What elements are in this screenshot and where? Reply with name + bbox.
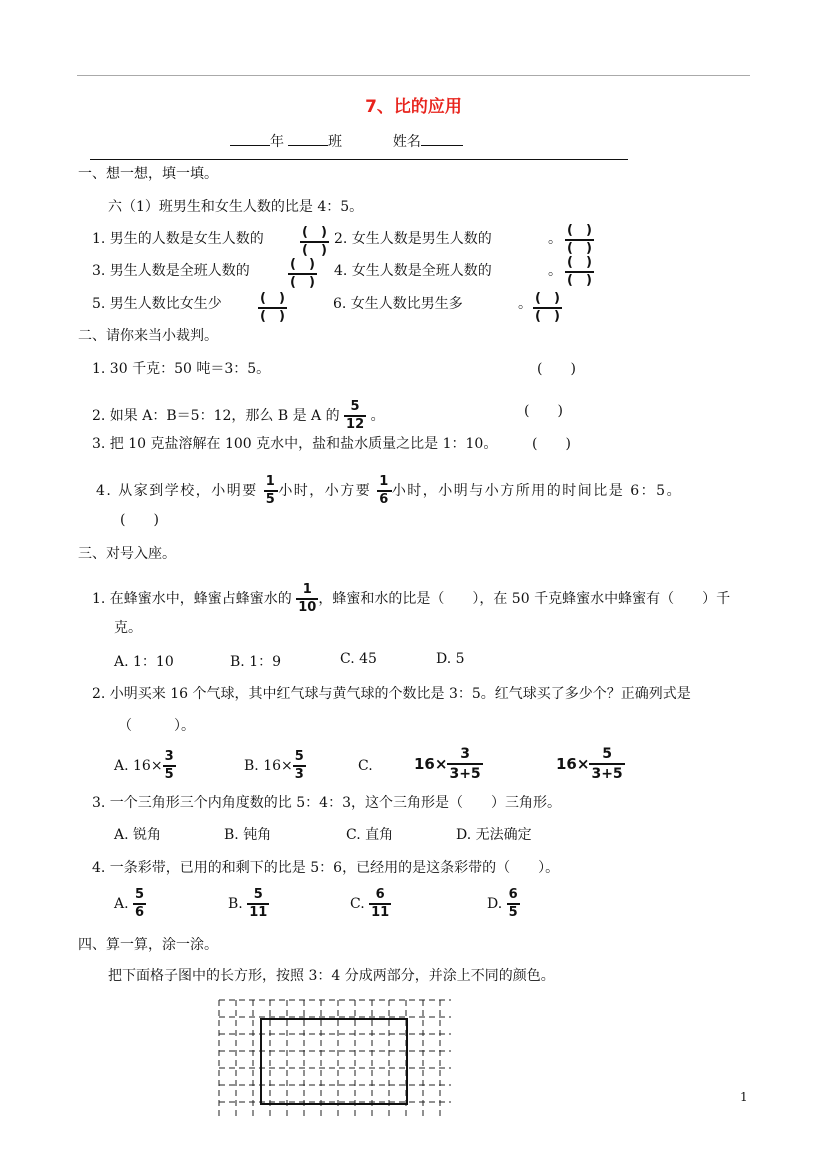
s3-q2-opt-a[interactable]: A. 16× $\frac{3}{5}$ (114, 749, 174, 782)
s1-q1: 1. 男生的人数是女生人数的 (92, 231, 264, 247)
section2-heading: 二、请你来当小裁判。 (78, 328, 218, 344)
header-rule (77, 75, 750, 76)
section4-heading: 四、算一算，涂一涂。 (78, 937, 218, 953)
s1-q3-answer[interactable]: $\frac{( )}{( )}$ (290, 257, 315, 290)
grade-blank[interactable] (230, 131, 270, 146)
s3-q2-opt-c-label: C. (358, 758, 373, 774)
target-rectangle (261, 1019, 407, 1104)
s3-q3-opt-d[interactable]: D. 无法确定 (456, 827, 532, 843)
s2-q4-judge[interactable]: ( ) (120, 512, 159, 528)
s1-q6-dot: 。 (518, 296, 532, 312)
s1-q2-dot: 。 (548, 231, 562, 247)
s1-q2: 2. 女生人数是男生人数的 (334, 231, 492, 247)
grade-label: 年 (270, 134, 284, 150)
s3-q2: 2. 小明买来 16 个气球，其中红气球与黄气球的个数比是 3：5。红气球买了多少个？正确列式是 (92, 686, 691, 702)
s3-q2-cont: （ ）。 (118, 718, 195, 734)
s4-instruction: 把下面格子图中的长方形，按照 3：4 分成两部分，并涂上不同的颜色。 (108, 968, 555, 984)
s3-q4-opt-c[interactable]: C. $\frac{6}{11}$ (350, 887, 390, 920)
s3-q1-opt-c[interactable]: C. 45 (340, 651, 377, 667)
section1-intro: 六（1）班男生和女生人数的比是 4：5。 (108, 199, 364, 215)
s1-q6-answer[interactable]: $\frac{( )}{( )}$ (535, 291, 560, 324)
page-title: 7、比的应用 (365, 97, 462, 117)
s1-q5-answer[interactable]: $\frac{( )}{( )}$ (260, 291, 285, 324)
s3-q4-opt-a[interactable]: A. $\frac{5}{6}$ (114, 887, 145, 920)
name-blank[interactable] (421, 131, 463, 146)
s1-q2-answer[interactable]: $\frac{( )}{( )}$ (567, 223, 592, 256)
s3-q3: 3. 一个三角形三个内角度数的比 5：4：3，这个三角形是（ ）三角形。 (92, 795, 561, 811)
s3-q3-opt-b[interactable]: B. 钝角 (224, 827, 272, 843)
s2-q4: 4. 从家到学校，小明要 $\frac{1}{5}$ 小时，小方要 $\frac{1}{6}$ 小时，小明与小方所用的时间比是 6：5。 (96, 474, 683, 507)
s1-q4-answer[interactable]: $\frac{( )}{( )}$ (567, 255, 592, 288)
class-blank[interactable] (288, 131, 328, 146)
s3-q3-opt-a[interactable]: A. 锐角 (114, 827, 162, 843)
s2-q2-judge[interactable]: ( ) (524, 403, 563, 419)
s2-q1: 1. 30 千克：50 吨＝3：5。 (92, 361, 271, 377)
s3-q1: 1. 在蜂蜜水中，蜂蜜占蜂蜜水的 $\frac{1}{10}$ ，蜂蜜和水的比是（ ），在 50 千克蜂蜜水中蜂蜜有（ ）千 (92, 582, 731, 615)
section3-heading: 三、对号入座。 (78, 546, 176, 562)
s2-q3-judge[interactable]: ( ) (532, 436, 571, 452)
section1-heading: 一、想一想，填一填。 (78, 166, 218, 182)
s3-q2-opt-c[interactable]: 16× $\frac{3}{3+5}$ (414, 746, 481, 782)
s3-q4-opt-b[interactable]: B. $\frac{5}{11}$ (228, 887, 268, 920)
s2-q2-fraction: $\frac{5}{12}$ (346, 399, 365, 432)
s3-q2-opt-d[interactable]: 16× $\frac{5}{3+5}$ (556, 746, 623, 782)
info-rule (90, 159, 628, 160)
s1-q4-dot: 。 (548, 263, 562, 279)
s1-q5: 5. 男生人数比女生少 (92, 296, 222, 312)
grid-figure[interactable] (215, 996, 451, 1120)
s1-q6: 6. 女生人数比男生多 (333, 296, 463, 312)
s2-q1-judge[interactable]: ( ) (537, 361, 576, 377)
s3-q1-opt-d[interactable]: D. 5 (436, 651, 465, 667)
s3-q1-opt-a[interactable]: A. 1：10 (114, 654, 174, 670)
s1-q4: 4. 女生人数是全班人数的 (334, 263, 492, 279)
name-label: 姓名 (392, 134, 421, 150)
s2-q2: 2. 如果 A：B＝5：12，那么 B 是 A 的 $\frac{5}{12}$ 。 (92, 399, 385, 432)
s3-q3-opt-c[interactable]: C. 直角 (346, 827, 394, 843)
s3-q4: 4. 一条彩带，已用的和剩下的比是 5：6，已经用的是这条彩带的（ ）。 (92, 860, 560, 876)
student-info (230, 131, 463, 151)
page-number: 1 (740, 1090, 748, 1104)
s3-q2-opt-b[interactable]: B. 16× $\frac{5}{3}$ (244, 749, 304, 782)
s3-q1-opt-b[interactable]: B. 1：9 (230, 654, 282, 670)
s2-q3: 3. 把 10 克盐溶解在 100 克水中，盐和盐水质量之比是 1：10。 (92, 436, 498, 452)
s1-q1-answer[interactable]: $\frac{( )}{( )}$ (302, 225, 327, 258)
class-label: 班 (328, 134, 342, 150)
s3-q1-cont: 克。 (114, 620, 142, 636)
s3-q4-opt-d[interactable]: D. $\frac{6}{5}$ (487, 887, 518, 920)
s1-q3: 3. 男生人数是全班人数的 (92, 263, 250, 279)
grid-svg[interactable] (215, 996, 451, 1120)
